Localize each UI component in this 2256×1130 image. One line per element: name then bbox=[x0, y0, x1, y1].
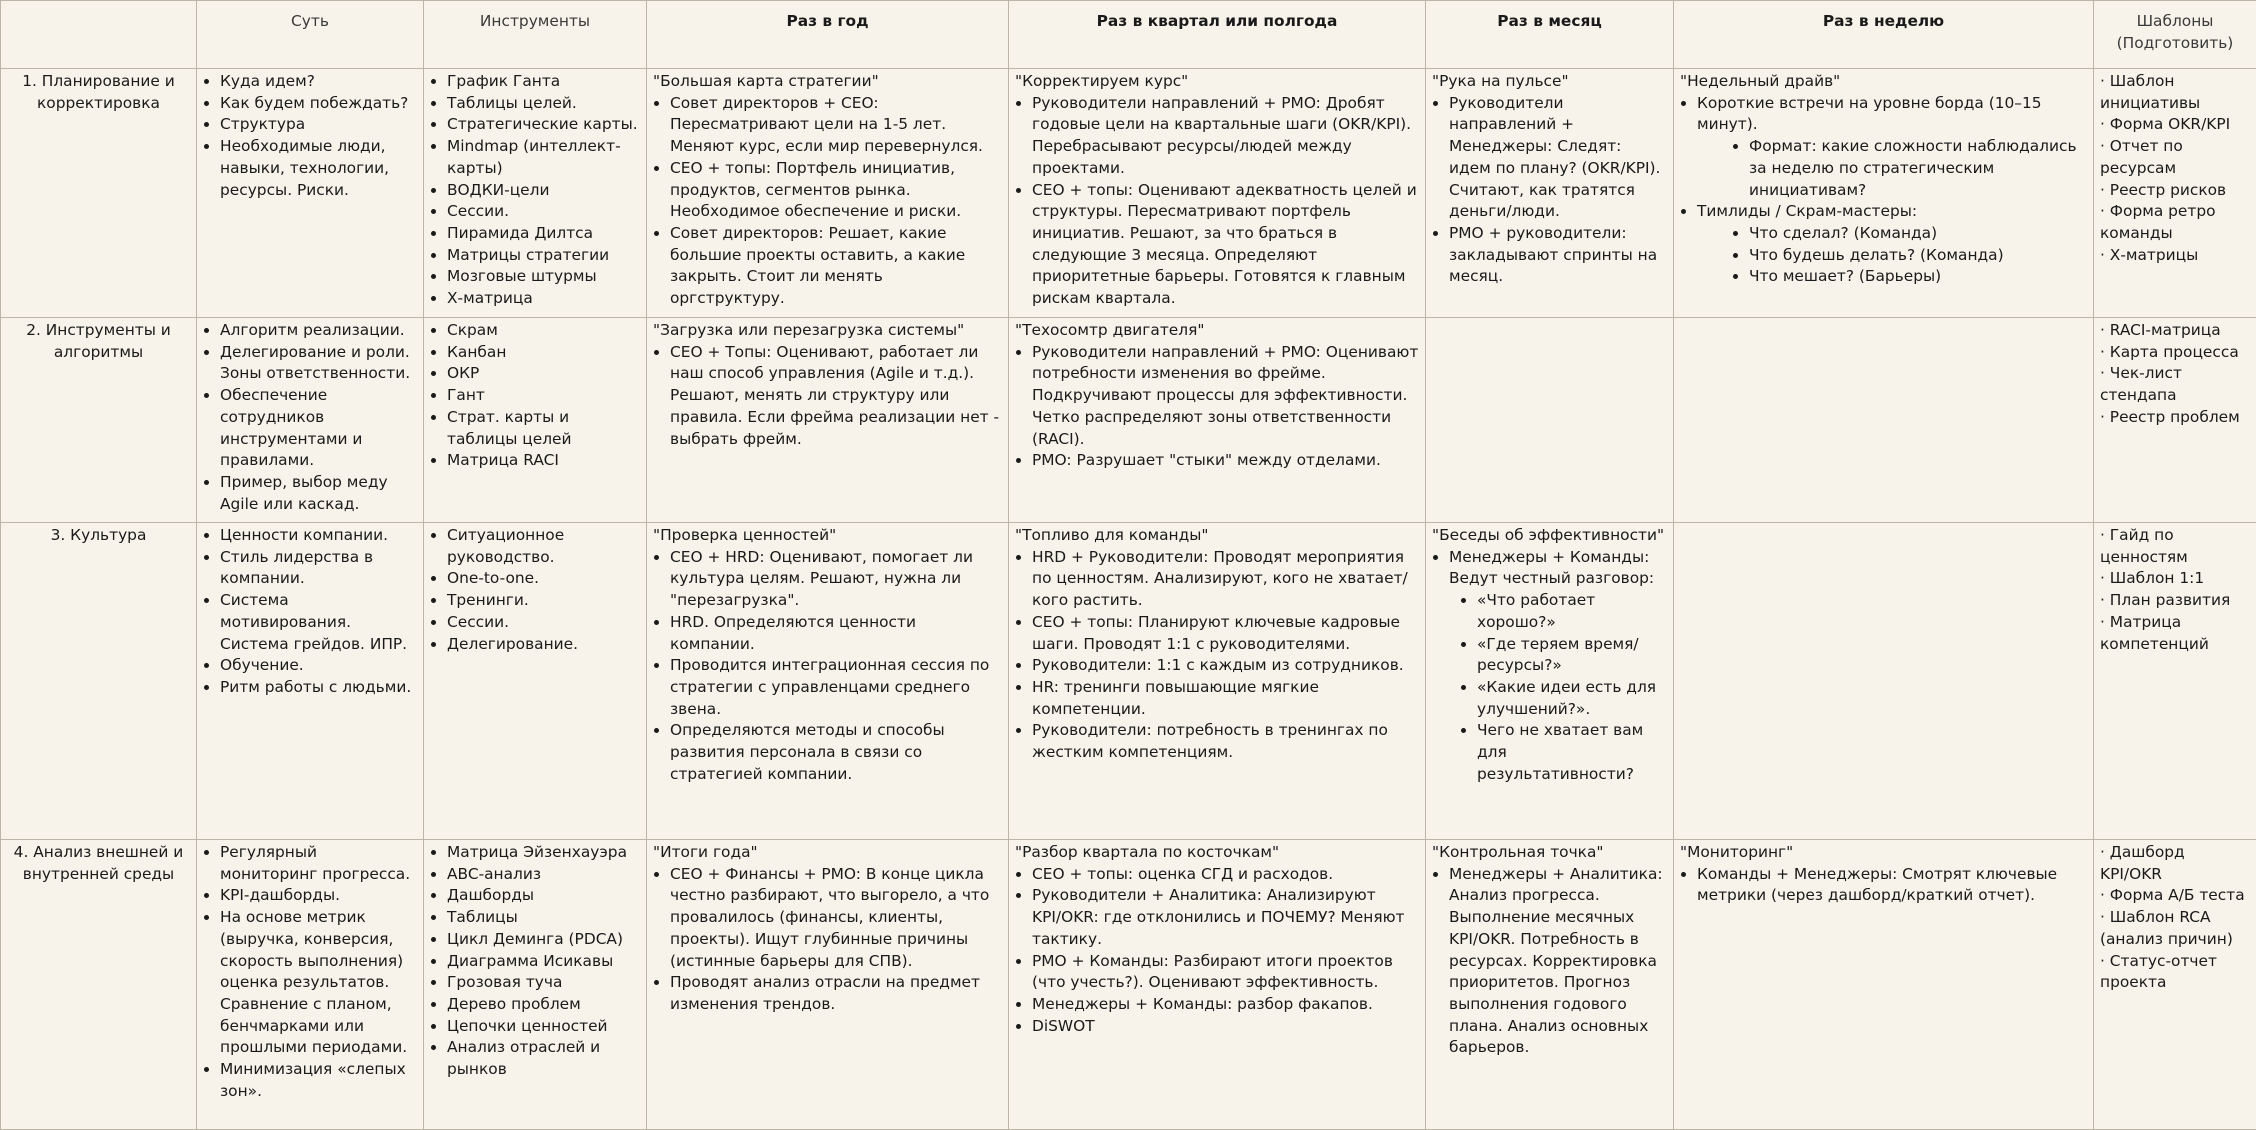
templates-cell bbox=[2094, 523, 2256, 840]
header-corner bbox=[1, 1, 197, 69]
sub-list-item: • Что мешает? (Барьеры) bbox=[1749, 266, 2087, 288]
cell-title: "Беседы об эффективности" bbox=[1432, 525, 1667, 547]
list-item: • Страт. карты и таблицы целей bbox=[447, 407, 640, 450]
essence-cell bbox=[197, 69, 424, 318]
list-item: • Матрица Эйзенхауэра bbox=[447, 842, 640, 864]
list-item: • DiSWOT bbox=[1032, 1016, 1419, 1038]
list-item: • Делегирование и роли. Зоны ответственности. bbox=[220, 342, 417, 385]
list-item: • CEO + топы: Оценивают адекватность целей и структуры. Пересматривают портфель инициатив. Решают, за что браться в следующие 3 месяца. Определяют приоритетные барьеры. Готовятся к главным рискам квартала. bbox=[1032, 180, 1419, 310]
quarterly-cell bbox=[1009, 318, 1426, 523]
list-item: • Руководители: 1:1 с каждым из сотрудников. bbox=[1032, 655, 1419, 677]
quarterly-cell bbox=[1009, 523, 1426, 840]
weekly-cell bbox=[1674, 69, 2094, 318]
list-item: • Алгоритм реализации. bbox=[220, 320, 417, 342]
list-item: • Руководители направлений + PMO: Оценивают потребности изменения во фрейме. Подкручивают процессы для эффективности. Четко распределяют зоны ответственности (RACI). bbox=[1032, 342, 1419, 451]
cell-title: "Рука на пульсе" bbox=[1432, 71, 1667, 93]
list-item: • Руководители направлений + Менеджеры: Следят: идем по плану? (OKR/KPI). Считают, как тратятся деньги/люди. bbox=[1449, 93, 1667, 223]
essence-cell bbox=[197, 523, 424, 840]
sub-list-item: • Что сделал? (Команда) bbox=[1749, 223, 2087, 245]
list-item: • Руководители + Аналитика: Анализируют KPI/OKR: где отклонились и ПОЧЕМУ? Меняют тактику. bbox=[1032, 885, 1419, 950]
list-item: • Пирамида Дилтса bbox=[447, 223, 640, 245]
header-quarterly: Раз в квартал или полгода bbox=[1009, 1, 1426, 69]
template-item: · Статус-отчет проекта bbox=[2100, 951, 2250, 994]
cell-title: "Контрольная точка" bbox=[1432, 842, 1667, 864]
weekly-cell bbox=[1674, 840, 2094, 1130]
monthly-cell bbox=[1426, 840, 1674, 1130]
list-item: • На основе метрик (выручка, конверсия, скорость выполнения) оценка результатов. Сравнение с планом, бенчмарками или прошлыми периодами. bbox=[220, 907, 417, 1059]
list-item: • Проводится интеграционная сессия по стратегии с управленцами среднего звена. bbox=[670, 655, 1002, 720]
template-item: · Дашборд KPI/OKR bbox=[2100, 842, 2250, 885]
list-item bbox=[1697, 201, 2087, 288]
list-item: • Руководители: потребность в тренингах по жестким компетенциям. bbox=[1032, 720, 1419, 763]
header-row bbox=[1, 1, 2256, 69]
list-item: • Как будем побеждать? bbox=[220, 93, 417, 115]
list-item: • Совет директоров + CEO: Пересматривают цели на 1-5 лет. Меняют курс, если мир перевернулся. bbox=[670, 93, 1002, 158]
list-item: • Стратегические карты. bbox=[447, 114, 640, 136]
quarterly-cell bbox=[1009, 69, 1426, 318]
list-item: • CEO + HRD: Оценивают, помогает ли культура целям. Решают, нужна ли "перезагрузка". bbox=[670, 547, 1002, 612]
cell-title: "Корректируем курс" bbox=[1015, 71, 1419, 93]
list-item bbox=[1697, 93, 2087, 202]
header-yearly: Раз в год bbox=[647, 1, 1009, 69]
sub-list-item: • «Где теряем время/ресурсы?» bbox=[1477, 634, 1667, 677]
sub-list-item: • Что будешь делать? (Команда) bbox=[1749, 245, 2087, 267]
list-item-text: Менеджеры + Команды: Ведут честный разговор: bbox=[1449, 548, 1654, 588]
list-item: • PMO + Команды: Разбирают итоги проектов (что учесть?). Оценивают эффективность. bbox=[1032, 951, 1419, 994]
list-item: • ВОДКИ-цели bbox=[447, 180, 640, 202]
tools-cell bbox=[424, 318, 647, 523]
list-item: • График Ганта bbox=[447, 71, 640, 93]
header-essence: Суть bbox=[197, 1, 424, 69]
yearly-cell bbox=[647, 523, 1009, 840]
list-item: • PMO: Разрушает "стыки" между отделами. bbox=[1032, 450, 1419, 472]
list-item: • Матрицы стратегии bbox=[447, 245, 640, 267]
list-item: • Обеспечение сотрудников инструментами и правилами. bbox=[220, 385, 417, 472]
list-item: • HR: тренинги повышающие мягкие компетенции. bbox=[1032, 677, 1419, 720]
templates-cell bbox=[2094, 840, 2256, 1130]
list-item: • Структура bbox=[220, 114, 417, 136]
list-item: • ABC-анализ bbox=[447, 864, 640, 886]
cell-title: "Большая карта стратегии" bbox=[653, 71, 1002, 93]
header-weekly: Раз в неделю bbox=[1674, 1, 2094, 69]
yearly-cell bbox=[647, 318, 1009, 523]
list-item: • Определяются методы и способы развития персонала в связи со стратегией компании. bbox=[670, 720, 1002, 785]
list-item: • CEO + Топы: Оценивают, работает ли наш способ управления (Agile и т.д.). Решают, менять ли структуру или правила. Если фрейма реализации нет - выбрать фрейм. bbox=[670, 342, 1002, 451]
list-item: • CEO + топы: Планируют ключевые кадровые шаги. Проводят 1:1 с руководителями. bbox=[1032, 612, 1419, 655]
list-item: • Диаграмма Исикавы bbox=[447, 951, 640, 973]
cell-title: "Разбор квартала по косточкам" bbox=[1015, 842, 1419, 864]
list-item: • Делегирование. bbox=[447, 634, 640, 656]
list-item: • Mindmap (интеллект-карты) bbox=[447, 136, 640, 179]
list-item: • Куда идем? bbox=[220, 71, 417, 93]
list-item: • One-to-one. bbox=[447, 568, 640, 590]
sub-list-item: • «Какие идеи есть для улучшений?». bbox=[1477, 677, 1667, 720]
template-item: · Форма OKR/KPI bbox=[2100, 114, 2250, 136]
list-item: • Сессии. bbox=[447, 612, 640, 634]
templates-cell bbox=[2094, 318, 2256, 523]
list-item: • Необходимые люди, навыки, технологии, ресурсы. Риски. bbox=[220, 136, 417, 201]
list-item: • Цепочки ценностей bbox=[447, 1016, 640, 1038]
template-item: · Реестр проблем bbox=[2100, 407, 2250, 429]
sub-list-item: • Чего не хватает вам для результативности? bbox=[1477, 720, 1667, 785]
template-item: · Отчет по ресурсам bbox=[2100, 136, 2250, 179]
tools-cell bbox=[424, 523, 647, 840]
list-item-text: Короткие встречи на уровне борда (10–15 минут). bbox=[1697, 94, 2042, 134]
row-title: 2. Инструменты и алгоритмы bbox=[1, 318, 197, 523]
list-item: • HRD. Определяются ценности компании. bbox=[670, 612, 1002, 655]
template-item: · Форма ретро команды bbox=[2100, 201, 2250, 244]
sub-list-item: • Формат: какие сложности наблюдались за неделю по стратегическим инициативам? bbox=[1749, 136, 2087, 201]
yearly-cell bbox=[647, 69, 1009, 318]
list-item: • Сессии. bbox=[447, 201, 640, 223]
list-item: • KPI-дашборды. bbox=[220, 885, 417, 907]
sub-list-item: • «Что работает хорошо?» bbox=[1477, 590, 1667, 633]
tools-cell bbox=[424, 840, 647, 1130]
quarterly-cell bbox=[1009, 840, 1426, 1130]
list-item: • Ритм работы с людьми. bbox=[220, 677, 417, 699]
list-item: • Ситуационное руководство. bbox=[447, 525, 640, 568]
essence-cell bbox=[197, 840, 424, 1130]
header-monthly: Раз в месяц bbox=[1426, 1, 1674, 69]
list-item: • Таблицы bbox=[447, 907, 640, 929]
list-item: • Обучение. bbox=[220, 655, 417, 677]
cell-title: "Итоги года" bbox=[653, 842, 1002, 864]
weekly-cell bbox=[1674, 523, 2094, 840]
list-item: • Система мотивирования. Система грейдов. ИПР. bbox=[220, 590, 417, 655]
list-item: • Таблицы целей. bbox=[447, 93, 640, 115]
list-item: • Регулярный мониторинг прогресса. bbox=[220, 842, 417, 885]
list-item: • CEO + топы: Портфель инициатив, продуктов, сегментов рынка. Необходимое обеспечение и риски. bbox=[670, 158, 1002, 223]
template-item: · Форма А/Б теста bbox=[2100, 885, 2250, 907]
template-item: · План развития bbox=[2100, 590, 2250, 612]
list-item: • Совет директоров: Решает, какие большие проекты оставить, а какие закрыть. Стоит ли менять оргструктуру. bbox=[670, 223, 1002, 310]
table-row bbox=[1, 523, 2256, 840]
template-item: · Шаблон инициативы bbox=[2100, 71, 2250, 114]
list-item: • HRD + Руководители: Проводят мероприятия по ценностям. Анализируют, кого не хватает/кого растить. bbox=[1032, 547, 1419, 612]
cell-title: "Недельный драйв" bbox=[1680, 71, 2087, 93]
list-item: • Дашборды bbox=[447, 885, 640, 907]
list-item: • Матрица RACI bbox=[447, 450, 640, 472]
tools-cell bbox=[424, 69, 647, 318]
list-item: • Цикл Деминга (PDCA) bbox=[447, 929, 640, 951]
list-item: • Анализ отраслей и рынков bbox=[447, 1037, 640, 1080]
list-item: • Команды + Менеджеры: Смотрят ключевые метрики (через дашборд/краткий отчет). bbox=[1697, 864, 2087, 907]
table-row bbox=[1, 318, 2256, 523]
row-title: 1. Планирование и корректировка bbox=[1, 69, 197, 318]
list-item: • PMO + руководители: закладывают спринты на месяц. bbox=[1449, 223, 1667, 288]
list-item: • ОКР bbox=[447, 363, 640, 385]
list-item-text: Тимлиды / Скрам-мастеры: bbox=[1697, 202, 1917, 220]
template-item: · Реестр рисков bbox=[2100, 180, 2250, 202]
list-item: • Менеджеры + Команды: разбор факапов. bbox=[1032, 994, 1419, 1016]
template-item: · Гайд по ценностям bbox=[2100, 525, 2250, 568]
template-item: · Шаблон RCA (анализ причин) bbox=[2100, 907, 2250, 950]
list-item: • CEO + Финансы + PMO: В конце цикла честно разбирают, что выгорело, а что провалилось (финансы, клиенты, проекты). Ищут глубинные причины (истинные барьеры для СПВ). bbox=[670, 864, 1002, 973]
list-item: • CEO + топы: оценка СГД и расходов. bbox=[1032, 864, 1419, 886]
monthly-cell bbox=[1426, 318, 1674, 523]
templates-cell bbox=[2094, 69, 2256, 318]
list-item: • Руководители направлений + PMO: Дробят годовые цели на квартальные шаги (OKR/KPI). Перебрасывают ресурсы/людей между проектами. bbox=[1032, 93, 1419, 180]
list-item: • Менеджеры + Аналитика: Анализ прогресса. Выполнение месячных KPI/OKR. Потребность в ресурсах. Корректировка приоритетов. Прогноз выполнения годового плана. Анализ основных барьеров. bbox=[1449, 864, 1667, 1059]
cell-title: "Техосомтр двигателя" bbox=[1015, 320, 1419, 342]
table-row bbox=[1, 840, 2256, 1130]
yearly-cell bbox=[647, 840, 1009, 1130]
essence-cell bbox=[197, 318, 424, 523]
list-item: • Скрам bbox=[447, 320, 640, 342]
list-item: • Минимизация «слепых зон». bbox=[220, 1059, 417, 1102]
header-tools: Инструменты bbox=[424, 1, 647, 69]
template-item: · Карта процесса bbox=[2100, 342, 2250, 364]
weekly-cell bbox=[1674, 318, 2094, 523]
cell-title: "Загрузка или перезагрузка системы" bbox=[653, 320, 1002, 342]
template-item: · Чек-лист стендапа bbox=[2100, 363, 2250, 406]
template-item: · RACI-матрица bbox=[2100, 320, 2250, 342]
list-item: • Мозговые штурмы bbox=[447, 266, 640, 288]
list-item: • Проводят анализ отрасли на предмет изменения трендов. bbox=[670, 972, 1002, 1015]
header-templates: Шаблоны (Подготовить) bbox=[2094, 1, 2256, 69]
list-item: • Канбан bbox=[447, 342, 640, 364]
cell-title: "Мониторинг" bbox=[1680, 842, 2087, 864]
list-item: • Грозовая туча bbox=[447, 972, 640, 994]
list-item: • Тренинги. bbox=[447, 590, 640, 612]
list-item: • Дерево проблем bbox=[447, 994, 640, 1016]
table-row bbox=[1, 69, 2256, 318]
row-title: 4. Анализ внешней и внутренней среды bbox=[1, 840, 197, 1130]
template-item: · Матрица компетенций bbox=[2100, 612, 2250, 655]
cell-title: "Топливо для команды" bbox=[1015, 525, 1419, 547]
template-item: · Шаблон 1:1 bbox=[2100, 568, 2250, 590]
list-item: • Х-матрица bbox=[447, 288, 640, 310]
list-item: • Ценности компании. bbox=[220, 525, 417, 547]
cell-title: "Проверка ценностей" bbox=[653, 525, 1002, 547]
template-item: · Х-матрицы bbox=[2100, 245, 2250, 267]
list-item: • Пример, выбор меду Agile или каскад. bbox=[220, 472, 417, 515]
monthly-cell bbox=[1426, 69, 1674, 318]
list-item: • Гант bbox=[447, 385, 640, 407]
monthly-cell bbox=[1426, 523, 1674, 840]
row-title: 3. Культура bbox=[1, 523, 197, 840]
list-item bbox=[1449, 547, 1667, 786]
list-item: • Стиль лидерства в компании. bbox=[220, 547, 417, 590]
